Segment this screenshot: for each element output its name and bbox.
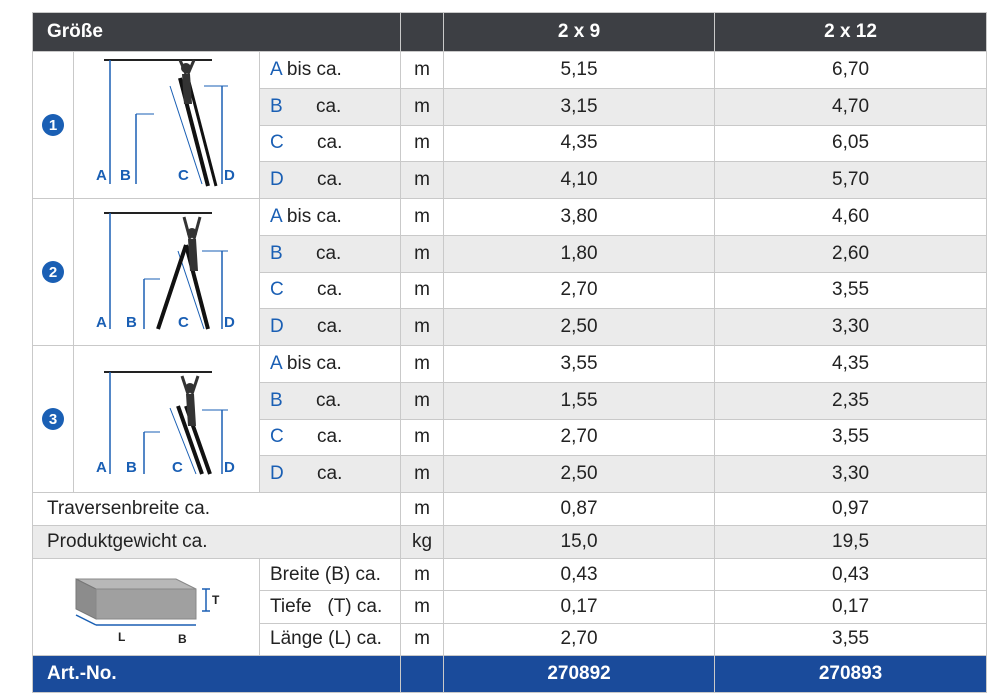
value-2x12: 3,30 [715,456,987,493]
package-diagram-cell [33,559,260,656]
value-2x9: 0,87 [444,493,715,526]
article-number-2x12: 270893 [715,656,987,693]
ladder-usage-3-diagram [74,346,260,486]
article-number-2x9: 270892 [444,656,715,693]
unit-cell: m [401,199,444,236]
table-row [33,199,987,236]
unit-cell: m [401,125,444,162]
value-2x9: 2,70 [444,419,715,456]
dimension-label: C ca. [260,125,401,162]
group-number-badge: 2 [42,261,64,283]
unit-cell: m [401,88,444,125]
value-2x9: 0,17 [444,591,715,623]
value-2x9: 2,50 [444,309,715,346]
unit-cell: m [401,346,444,383]
dim-label-d: D [224,314,235,331]
unit-cell: kg [401,526,444,559]
dim-label-c: C [172,459,183,476]
unit-cell: m [401,419,444,456]
dim-label-b: B [126,314,137,331]
table-row [33,559,987,591]
unit-cell: m [401,623,444,655]
box-label-l: L [118,630,126,644]
dim-label-a: A [96,459,107,476]
value-2x9: 1,80 [444,235,715,272]
value-2x12: 5,70 [715,162,987,199]
value-2x12: 4,60 [715,199,987,236]
ladder-spec-table [32,12,987,693]
value-2x12: 2,60 [715,235,987,272]
gewicht-label: Produktgewicht ca. [33,526,401,559]
ladder-diagram-2 [74,199,260,346]
dim-label-c: C [178,167,189,184]
dimension-label: B ca. [260,382,401,419]
ladder-diagram-3 [74,346,260,493]
value-2x12: 6,70 [715,52,987,89]
dimension-label: C ca. [260,272,401,309]
ladder-diagram-1 [74,52,260,199]
value-2x12: 6,05 [715,125,987,162]
table-row [33,52,987,89]
value-2x9: 2,70 [444,272,715,309]
footer-row [33,656,987,693]
unit-header [401,13,444,52]
dim-label-a: A [96,167,107,184]
package-label: Breite (B) ca. [260,559,401,591]
table-row [33,526,987,559]
table-row [33,493,987,526]
header-row [33,13,987,52]
value-2x9: 4,10 [444,162,715,199]
ladder-usage-2-diagram [74,199,260,339]
unit-cell: m [401,309,444,346]
value-2x9: 3,15 [444,88,715,125]
value-2x12: 3,30 [715,309,987,346]
unit-cell: m [401,382,444,419]
table-row [33,346,987,383]
package-label: Länge (L) ca. [260,623,401,655]
value-2x12: 3,55 [715,272,987,309]
value-2x12: 4,70 [715,88,987,125]
group-number-cell [33,52,74,199]
group-number-badge: 1 [42,114,64,136]
box-label-t: T [212,593,220,607]
dimension-label: B ca. [260,88,401,125]
dim-label-c: C [178,314,189,331]
value-2x12: 19,5 [715,526,987,559]
box-label-b: B [178,632,187,646]
spec-table-container [32,12,986,684]
value-2x9: 2,70 [444,623,715,655]
unit-cell: m [401,456,444,493]
value-2x12: 3,55 [715,419,987,456]
value-2x9: 3,55 [444,346,715,383]
dim-label-b: B [126,459,137,476]
dimension-label: A bis ca. [260,346,401,383]
dimension-label: A bis ca. [260,52,401,89]
unit-cell: m [401,493,444,526]
group-number-cell [33,199,74,346]
dimension-label: D ca. [260,309,401,346]
dim-label-d: D [224,167,235,184]
article-number-label: Art.-No. [33,656,401,693]
value-2x12: 0,43 [715,559,987,591]
package-label: Tiefe (T) ca. [260,591,401,623]
value-2x12: 2,35 [715,382,987,419]
dimension-label: C ca. [260,419,401,456]
dim-label-d: D [224,459,235,476]
value-2x12: 0,97 [715,493,987,526]
group-number-cell [33,346,74,493]
dim-label-b: B [120,167,131,184]
unit-cell: m [401,235,444,272]
size-header: Größe [33,13,401,52]
group-number-badge: 3 [42,408,64,430]
unit-cell: m [401,591,444,623]
value-2x12: 0,17 [715,591,987,623]
dimension-label: D ca. [260,456,401,493]
value-2x9: 15,0 [444,526,715,559]
value-2x9: 2,50 [444,456,715,493]
unit-cell: m [401,52,444,89]
value-2x9: 5,15 [444,52,715,89]
value-2x9: 3,80 [444,199,715,236]
dimension-label: D ca. [260,162,401,199]
footer-unit-cell [401,656,444,693]
ladder-usage-1-diagram [74,52,260,192]
unit-cell: m [401,272,444,309]
col-2x9-header: 2 x 9 [444,13,715,52]
unit-cell: m [401,559,444,591]
value-2x9: 4,35 [444,125,715,162]
value-2x9: 0,43 [444,559,715,591]
unit-cell: m [401,162,444,199]
dimension-label: B ca. [260,235,401,272]
dimension-label: A bis ca. [260,199,401,236]
value-2x12: 3,55 [715,623,987,655]
value-2x12: 4,35 [715,346,987,383]
package-box-diagram [46,559,246,649]
col-2x12-header: 2 x 12 [715,13,987,52]
traversen-label: Traversenbreite ca. [33,493,401,526]
value-2x9: 1,55 [444,382,715,419]
dim-label-a: A [96,314,107,331]
